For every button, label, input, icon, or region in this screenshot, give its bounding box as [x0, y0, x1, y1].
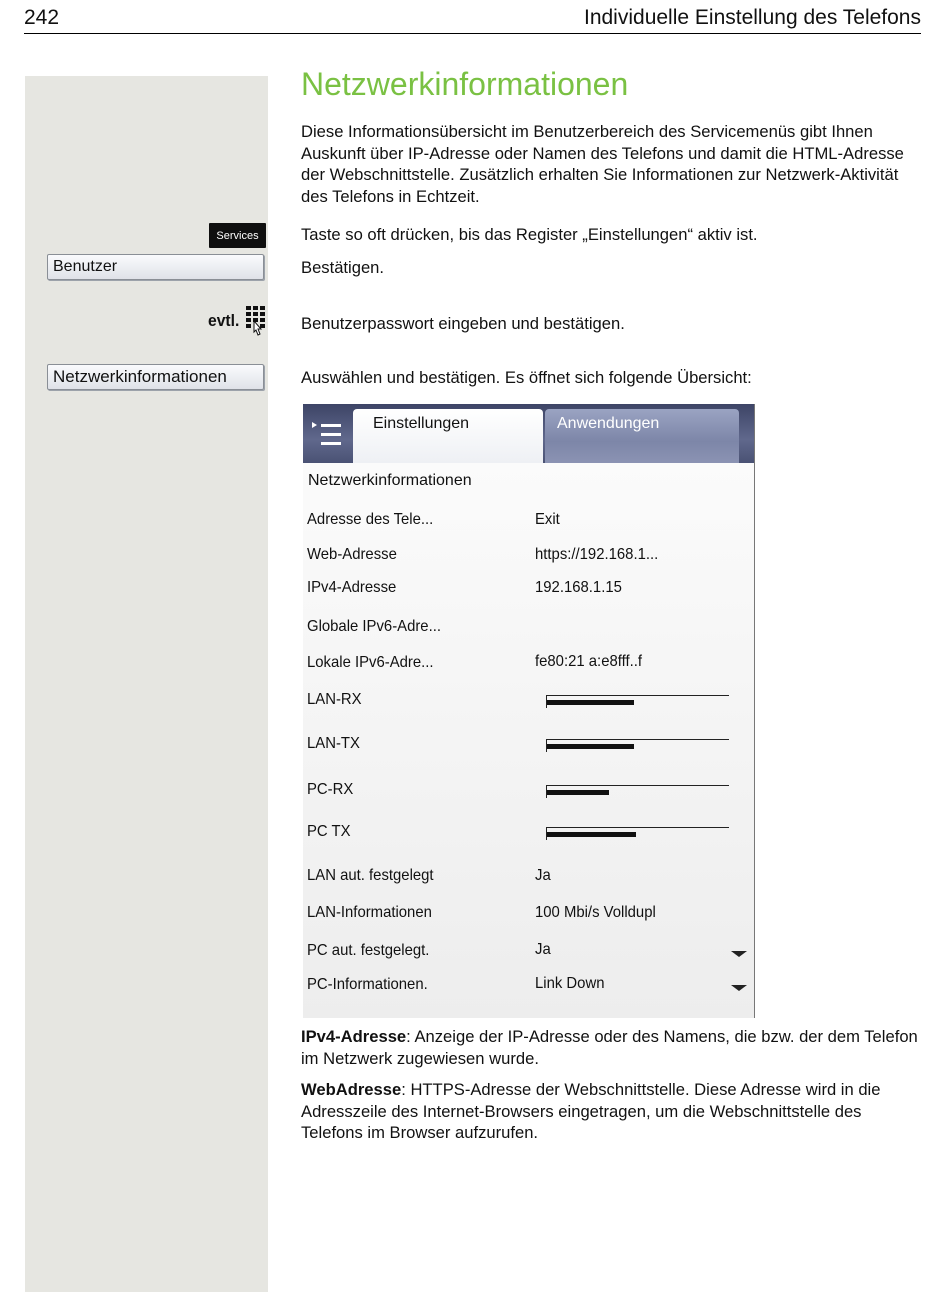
keypad-icon	[246, 306, 266, 336]
row-label-lan-info[interactable]: LAN-Informationen	[307, 904, 432, 921]
intro-paragraph: Diese Informationsübersicht im Benutzerbereich des Servicemenüs gibt Ihnen Auskunft über IP-Adresse oder Namen des Telefons und damit die HTML-Adresse der Webschnittstelle. Zusätzlich erhalten Sie Informationen zur Netzwerk-Aktivität des Telefons in Echtzeit.	[301, 122, 904, 206]
phone-screen	[303, 404, 755, 1018]
tab-einstellungen-label: Einstellungen	[373, 415, 470, 432]
row-value-pc-info: Link Down	[535, 975, 605, 992]
row-label-adresse[interactable]: Adresse des Tele...	[307, 511, 434, 528]
header-rule	[24, 33, 921, 34]
row-label-ipv4[interactable]: IPv4-Adresse	[307, 579, 397, 596]
row-value-lan-info: 100 Mbi/s Volldupl	[535, 904, 656, 921]
running-title: Individuelle Einstellung des Telefons	[583, 6, 921, 29]
bar-label-pc-rx: PC-RX	[307, 781, 354, 798]
page-number: 242	[24, 6, 60, 29]
row-value-lan-aut: Ja	[535, 867, 551, 884]
services-key[interactable]: Services	[209, 223, 266, 248]
row-value-adresse: Exit	[535, 511, 560, 528]
step-confirm-text: Bestätigen.	[301, 258, 385, 277]
ipv4-description	[301, 1026, 921, 1069]
row-value-web-adresse: https://192.168.1...	[535, 546, 659, 563]
evtl-label: evtl.	[208, 311, 240, 330]
row-label-lokale-ipv6[interactable]: Lokale IPv6-Adre...	[307, 654, 434, 671]
page-title: Netzwerkinformationen	[301, 66, 629, 102]
ipv4-desc: : Anzeige der IP-Adresse oder des Namens, die bzw. der dem Telefon im Netzwerk zugewiesen wurde.	[301, 1027, 918, 1068]
step-password-text: Benutzerpasswort eingeben und bestätigen.	[301, 314, 625, 333]
row-label-pc-aut[interactable]: PC aut. festgelegt.	[307, 942, 430, 959]
lan-rx-meter	[546, 695, 729, 709]
row-value-lokale-ipv6: fe80:21 a:e8fff..f	[535, 653, 643, 670]
benutzer-button[interactable]: Benutzer	[47, 254, 264, 280]
row-label-web-adresse[interactable]: Web-Adresse	[307, 546, 397, 563]
web-desc: : HTTPS-Adresse der Webschnittstelle. Diese Adresse wird in die Adresszeile des Internet-Browsers eingetragen, um die Webschnittstelle des Telefons im Browser aufzurufen.	[301, 1080, 881, 1142]
lan-tx-meter	[546, 739, 729, 753]
screen-heading: Netzwerkinformationen	[308, 472, 472, 489]
tab-anwendungen-label: Anwendungen	[557, 415, 660, 432]
row-value-pc-aut: Ja	[535, 941, 551, 958]
tab-bar	[303, 404, 755, 463]
row-value-ipv4: 192.168.1.15	[535, 579, 622, 596]
netzwerkinformationen-button[interactable]: Netzwerkinformationen	[47, 364, 264, 390]
pc-rx-meter	[546, 785, 729, 799]
step-services-text: Taste so oft drücken, bis das Register „Einstellungen“ aktiv ist.	[301, 225, 758, 244]
bar-label-pc-tx: PC TX	[307, 823, 351, 840]
web-description	[301, 1079, 921, 1144]
bar-label-lan-rx: LAN-RX	[307, 691, 362, 708]
pc-tx-meter	[546, 827, 729, 841]
tab-anwendungen[interactable]	[545, 409, 739, 463]
row-label-pc-info[interactable]: PC-Informationen.	[307, 976, 428, 993]
step-select-text: Auswählen und bestätigen. Es öffnet sich folgende Übersicht:	[301, 368, 752, 387]
scroll-down-icon[interactable]	[731, 951, 747, 957]
row-label-globale-ipv6[interactable]: Globale IPv6-Adre...	[307, 618, 441, 635]
row-label-lan-aut[interactable]: LAN aut. festgelegt	[307, 867, 434, 884]
web-term: WebAdresse	[301, 1080, 402, 1099]
ipv4-term: IPv4-Adresse	[301, 1027, 407, 1046]
tab-einstellungen[interactable]	[353, 409, 543, 463]
bar-label-lan-tx: LAN-TX	[307, 735, 360, 752]
menu-icon[interactable]	[310, 419, 344, 451]
scroll-down-icon[interactable]	[731, 985, 747, 991]
